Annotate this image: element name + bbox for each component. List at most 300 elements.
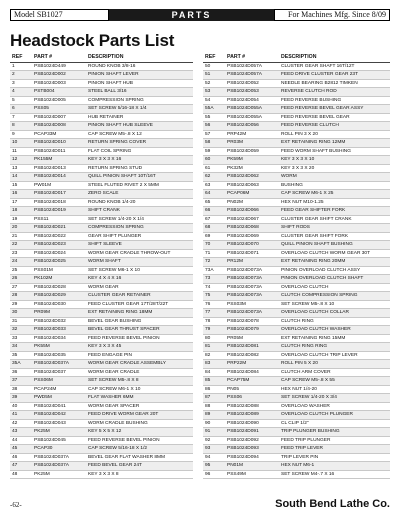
part-number-cell: PK59M [225, 156, 279, 165]
table-row [203, 113, 390, 122]
description-cell: SET SCREW 5/16-18 X 1/4 [86, 105, 193, 114]
table-row [10, 198, 193, 207]
description-cell: OVERLOAD CLUTCH COLLAR [279, 309, 390, 318]
table-row [10, 275, 193, 284]
ref-cell: 77 [203, 309, 225, 318]
table-row [10, 470, 193, 479]
ref-cell: 81 [203, 343, 225, 352]
table-row [203, 71, 390, 80]
table-row [10, 62, 193, 71]
part-number-cell: PRP42M [225, 130, 279, 139]
description-cell: OVERLOAD CLUTCH WORM GEAR 30T [279, 249, 390, 258]
ref-cell: 35 [10, 351, 32, 360]
table-row [203, 258, 390, 267]
table-row [203, 156, 390, 165]
table-row [203, 368, 390, 377]
part-number-cell: PSB1024D067 [225, 215, 279, 224]
description-cell: STEEL FLUTED RIVET 2 X 5MM [86, 181, 193, 190]
ref-cell: 7 [10, 113, 32, 122]
table-row [10, 207, 193, 216]
ref-cell: 56 [203, 122, 225, 131]
table-row [203, 62, 390, 71]
part-number-cell: PSB1024D062 [225, 173, 279, 182]
ref-cell: 13 [10, 164, 32, 173]
ref-cell: 83 [203, 360, 225, 369]
ref-cell: 96 [203, 470, 225, 479]
table-row [203, 428, 390, 437]
part-number-cell: PW01M [32, 181, 86, 190]
part-number-cell: PSB1024D032 [32, 317, 86, 326]
part-number-cell: PSB1024D055A [225, 105, 279, 114]
ref-cell: 42 [10, 419, 32, 428]
description-cell: STEEL BALL 3/16 [86, 88, 193, 97]
part-number-cell: PR09M [32, 309, 86, 318]
description-cell: KEY 3 X 3 X 8 [86, 470, 193, 479]
table-row [10, 402, 193, 411]
ref-cell: 67 [203, 215, 225, 224]
part-number-cell: PSB1024D054 [225, 96, 279, 105]
ref-cell: 36 [10, 368, 32, 377]
table-row [203, 173, 390, 182]
part-number-cell: PN02M [225, 198, 279, 207]
description-cell: WORM SHAFT [86, 258, 193, 267]
table-row [203, 300, 390, 309]
ref-cell: 84 [203, 368, 225, 377]
ref-cell: 22 [10, 241, 32, 250]
description-cell: CLUSTER GEAR RETAINER [86, 292, 193, 301]
description-cell: FEED DRIVE WORM GEAR 20T [86, 411, 193, 420]
table-row [10, 130, 193, 139]
part-number-cell: PSB1024D023 [32, 241, 86, 250]
part-number-cell: PSB1024D069 [225, 232, 279, 241]
part-number-cell: PSS03M [225, 300, 279, 309]
ref-cell: 70 [203, 241, 225, 250]
page-number: -62- [10, 501, 22, 509]
table-row [10, 317, 193, 326]
table-row [10, 309, 193, 318]
table-row [203, 470, 390, 479]
description-header: DESCRIPTION [279, 54, 390, 62]
table-row [203, 207, 390, 216]
ref-cell: 30 [10, 309, 32, 318]
part-number-cell: PSB1024D088 [225, 402, 279, 411]
description-cell: CAP SCREW M5-.8 X 12 [86, 130, 193, 139]
ref-cell: 72 [203, 258, 225, 267]
table-row [10, 173, 193, 182]
ref-cell: 35A [10, 360, 32, 369]
parts-table-right-body [203, 62, 390, 479]
part-number-cell: PCAP33M [32, 130, 86, 139]
part-number-cell: PSB1024D030 [32, 300, 86, 309]
description-cell: QUILL PINION SHAFT BUSHING [279, 241, 390, 250]
part-number-cell: PSB1024D053 [225, 88, 279, 97]
part-number-cell: PSB1024D024 [32, 249, 86, 258]
parts-table-left-body [10, 62, 193, 479]
table-row [203, 79, 390, 88]
description-cell: TRIP LEVER PIN [279, 453, 390, 462]
description-cell: CLUSTER GEAR SHIFT FORK [279, 232, 390, 241]
part-number-cell: PSB1024D045 [32, 436, 86, 445]
model-label: Model SB1027 [10, 9, 109, 21]
table-row [203, 453, 390, 462]
description-cell: FLAT COIL SPRING [86, 147, 193, 156]
part-number-cell: PSB1024D059 [225, 147, 279, 156]
part-number-cell: PSB1024D002 [32, 71, 86, 80]
ref-cell: 28 [10, 292, 32, 301]
table-row [10, 249, 193, 258]
table-row [203, 122, 390, 131]
ref-cell: 10 [10, 139, 32, 148]
ref-cell: 91 [203, 428, 225, 437]
table-row [10, 360, 193, 369]
brand-name: South Bend Lathe Co. [275, 498, 390, 510]
description-cell: HEX NUT M10-1.25 [279, 198, 390, 207]
table-row [203, 436, 390, 445]
table-row [203, 292, 390, 301]
ref-cell: 57 [203, 130, 225, 139]
part-number-cell: PWD5M [32, 394, 86, 403]
description-cell: WORM GEAR [86, 283, 193, 292]
ref-cell: 34 [10, 343, 32, 352]
description-cell: OVERLOAD WASHER [279, 402, 390, 411]
table-row [10, 258, 193, 267]
ref-cell: 93 [203, 445, 225, 454]
ref-cell: 4 [10, 88, 32, 97]
ref-cell: 58 [203, 139, 225, 148]
ref-cell: 21 [10, 232, 32, 241]
table-row [10, 266, 193, 275]
description-cell: KEY 4 X 4 X 16 [86, 275, 193, 284]
description-cell: WORM GEAR SPACER [86, 402, 193, 411]
ref-cell: 55A [203, 105, 225, 114]
table-row [203, 249, 390, 258]
part-number-cell: PSB1024D037 [32, 368, 86, 377]
description-cell: CLUSTER GEAR SHAFT 16T/12T [279, 62, 390, 71]
description-cell: TRIP PLUNGER BUSHING [279, 428, 390, 437]
description-cell: PINION SHAFT LEVER [86, 71, 193, 80]
part-number-cell: PSB1024D052 [225, 79, 279, 88]
description-cell: SET SCREW M4-.7 X 16 [279, 470, 390, 479]
table-row [10, 139, 193, 148]
ref-cell: 20 [10, 224, 32, 233]
ref-cell: 8 [10, 122, 32, 131]
description-cell: OVERLOAD CLUTCH TRIP LEVER [279, 351, 390, 360]
part-number-cell: PSB1024D057A [225, 71, 279, 80]
description-cell: CLUTCH COMPRESSION SPRING [279, 292, 390, 301]
part-header: PART # [32, 54, 86, 62]
description-cell: PINION OVERLOAD CLUTCH SHAFT [279, 275, 390, 284]
table-row [10, 351, 193, 360]
description-cell: EXT RETAINING RING 12MM [279, 139, 390, 148]
table-row [10, 122, 193, 131]
ref-cell: 23 [10, 249, 32, 258]
table-row [10, 164, 193, 173]
ref-cell: 32 [10, 326, 32, 335]
table-header-row [10, 54, 193, 62]
description-cell: OVERLOAD CLUTCH WASHER [279, 326, 390, 335]
table-row [10, 292, 193, 301]
part-number-cell: PSB1024D035 [32, 351, 86, 360]
table-row [10, 385, 193, 394]
description-cell: PINION SHAFT HUB [86, 79, 193, 88]
table-row [10, 96, 193, 105]
description-cell: ZERO SCALE [86, 190, 193, 199]
part-number-cell: PSB1024D084 [225, 368, 279, 377]
ref-cell: 60 [203, 156, 225, 165]
part-number-cell: PSB1024D021 [32, 224, 86, 233]
description-cell: QUILL PINION SHAFT 10T/16T [86, 173, 193, 182]
part-number-cell: PSB1024D056 [225, 122, 279, 131]
manufacture-date-label: For Machines Mfg. Since 8/09 [274, 9, 390, 21]
ref-header: REF [10, 54, 32, 62]
part-number-cell: PSB1024D093 [225, 445, 279, 454]
part-number-cell: PR03M [225, 139, 279, 148]
table-row [10, 181, 193, 190]
part-number-cell: PSB1024D017 [32, 190, 86, 199]
part-number-cell: PN01M [225, 462, 279, 471]
description-cell: BEVEL GEAR THRUST SPACER [86, 326, 193, 335]
description-cell: ROUND KNOB 3/8-16 [86, 62, 193, 71]
description-cell: KEY 3 X 3 X 45 [86, 343, 193, 352]
ref-cell: 18 [10, 207, 32, 216]
part-number-cell: PCAP30 [32, 445, 86, 454]
table-row [10, 462, 193, 471]
ref-cell: 59 [203, 147, 225, 156]
ref-cell: 78 [203, 317, 225, 326]
part-number-cell: PSB1024D089 [225, 411, 279, 420]
ref-cell: 94 [203, 453, 225, 462]
table-row [203, 394, 390, 403]
description-cell: FEED REVERSE BEVEL PINION [86, 436, 193, 445]
description-cell: COMPRESSION SPRING [86, 224, 193, 233]
part-number-cell: PSB1024D019 [32, 207, 86, 216]
description-cell: RETURN SPRING STUD [86, 164, 193, 173]
description-cell: SET SCREW 1/4-20 X 1/4 [86, 215, 193, 224]
ref-cell: 29 [10, 300, 32, 309]
description-cell: BEVEL GEAR BUSHING [86, 317, 193, 326]
part-header: PART # [225, 54, 279, 62]
description-cell: SET SCREW M5-.8 X 8 [86, 377, 193, 386]
table-row [203, 88, 390, 97]
description-cell: FEED REVERSE CLUTCH [279, 122, 390, 131]
ref-cell: 66 [203, 207, 225, 216]
part-number-cell: PSS06M [32, 377, 86, 386]
part-number-cell: PSB1024D008 [32, 122, 86, 131]
ref-cell: 65 [203, 198, 225, 207]
description-cell: KEY 3 X 3 X 16 [86, 156, 193, 165]
table-row [203, 462, 390, 471]
part-number-cell: PSS49M [225, 470, 279, 479]
ref-cell: 9 [10, 130, 32, 139]
part-number-cell: PSTB004 [32, 88, 86, 97]
description-cell: SET SCREW 1/4-20 X 3/4 [279, 394, 390, 403]
table-row [203, 266, 390, 275]
description-cell: COMPRESSION SPRING [86, 96, 193, 105]
description-cell: FEED CLUSTER GEAR 17T/28T/22T [86, 300, 193, 309]
table-row [10, 326, 193, 335]
ref-cell: 61 [203, 164, 225, 173]
section-title: PARTS [109, 9, 274, 21]
table-row [10, 79, 193, 88]
table-row [203, 283, 390, 292]
part-number-cell: PSB1024D063 [225, 181, 279, 190]
table-row [203, 334, 390, 343]
part-number-cell: PSB1024D005 [32, 96, 86, 105]
description-cell: HEX NUT M6-1 [279, 462, 390, 471]
ref-cell: 80 [203, 334, 225, 343]
ref-cell: 73 [203, 275, 225, 284]
ref-cell: 1 [10, 62, 32, 71]
ref-cell: 43 [10, 428, 32, 437]
description-cell: FEED GEAR SHIFTER FORK [279, 207, 390, 216]
part-number-cell: PSB1024D037A [32, 360, 86, 369]
ref-cell: 46 [10, 453, 32, 462]
parts-table-left [10, 54, 193, 479]
ref-cell: 73A [203, 266, 225, 275]
part-number-cell: PSB1024D022 [32, 232, 86, 241]
ref-cell: 3 [10, 79, 32, 88]
page-footer [10, 498, 390, 512]
description-cell: ROUND KNOB 1/4-20 [86, 198, 193, 207]
description-cell: FEED REVERSE BEVEL PINION [86, 334, 193, 343]
part-number-cell: PSB1024D003 [32, 79, 86, 88]
table-row [203, 343, 390, 352]
part-number-cell: PSB1024D092 [225, 436, 279, 445]
ref-cell: 39 [10, 394, 32, 403]
part-number-cell: PRP22M [225, 360, 279, 369]
ref-cell: 87 [203, 394, 225, 403]
table-row [10, 343, 193, 352]
description-cell: EXT RETAINING RING 20MM [279, 258, 390, 267]
description-cell: HEX NUT 1/4-20 [279, 385, 390, 394]
table-row [203, 351, 390, 360]
ref-cell: 52 [203, 79, 225, 88]
part-number-cell: PSB1024D037A [32, 462, 86, 471]
description-cell: SET SCREW M6-1 X 10 [86, 266, 193, 275]
ref-cell: 41 [10, 411, 32, 420]
table-row [203, 326, 390, 335]
ref-cell: 45 [10, 445, 32, 454]
description-cell: SET SCREW M5-.8 X 10 [279, 300, 390, 309]
ref-cell: 19 [10, 215, 32, 224]
table-row [203, 130, 390, 139]
table-row [10, 283, 193, 292]
description-cell: CAP SCREW M6-1 X 10 [86, 385, 193, 394]
ref-cell: 54 [203, 96, 225, 105]
ref-cell: 95 [203, 462, 225, 471]
table-row [10, 300, 193, 309]
part-number-cell: PSB1024D014 [32, 173, 86, 182]
part-number-cell: PR12M [225, 258, 279, 267]
table-row [203, 377, 390, 386]
description-cell: RETURN SPRING COVER [86, 139, 193, 148]
description-cell: FEED ENGAGE PIN [86, 351, 193, 360]
part-number-cell: PSB1024D034 [32, 334, 86, 343]
ref-cell: 16 [10, 190, 32, 199]
ref-cell: 50 [203, 62, 225, 71]
table-row [203, 181, 390, 190]
ref-cell: 51 [203, 71, 225, 80]
table-row [10, 215, 193, 224]
description-cell: EXT RETAINING RING 15MM [279, 334, 390, 343]
description-cell: BEVEL GEAR FLAT WASHER 8MM [86, 453, 193, 462]
part-number-cell: PSB1024D029 [32, 292, 86, 301]
ref-cell: 89 [203, 411, 225, 420]
description-cell: WORM GEAR CRADLE THROW-OUT [86, 249, 193, 258]
part-number-cell: PSB1024D073A [225, 283, 279, 292]
part-number-cell: PK155M [32, 156, 86, 165]
ref-cell: 6 [10, 105, 32, 114]
table-row [203, 232, 390, 241]
part-number-cell: PSB1024D010 [32, 139, 86, 148]
part-number-cell: PSB1024D057A [225, 62, 279, 71]
table-row [10, 445, 193, 454]
ref-cell: 40 [10, 402, 32, 411]
ref-cell: 88 [203, 402, 225, 411]
table-row [10, 232, 193, 241]
part-number-cell: PCAP75M [225, 377, 279, 386]
part-number-cell: PK55M [32, 343, 86, 352]
description-cell: FEED TRIP LEVER [279, 445, 390, 454]
part-number-cell: PSS06 [225, 394, 279, 403]
description-cell: NEEDLE BEARING B2812 TIMKEN [279, 79, 390, 88]
description-cell: ROLL PIN 3 X 20 [279, 130, 390, 139]
ref-cell: 53 [203, 88, 225, 97]
table-row [203, 275, 390, 284]
table-row [10, 156, 193, 165]
part-number-cell: PSS05 [32, 105, 86, 114]
table-header-row [203, 54, 390, 62]
ref-cell: 85 [203, 377, 225, 386]
ref-cell: 55 [203, 113, 225, 122]
description-cell: CLUSTER GEAR SHIFT CRANK [279, 215, 390, 224]
page-title: Headstock Parts List [10, 31, 175, 50]
part-number-cell: PSB1024D018 [32, 198, 86, 207]
ref-cell: 48 [10, 470, 32, 479]
ref-cell: 82 [203, 351, 225, 360]
description-cell: CLUTCH ARM COVER [279, 368, 390, 377]
part-number-cell: PSB1024D055A [225, 113, 279, 122]
part-number-cell: PSB1024D073A [225, 292, 279, 301]
part-number-cell: PSB1024D043 [32, 419, 86, 428]
description-cell: KEY 5 X 5 X 12 [86, 428, 193, 437]
table-row [203, 411, 390, 420]
description-cell: WORM CRADLE BUSHING [86, 419, 193, 428]
description-cell: CAP SCREW M6-1 X 25 [279, 190, 390, 199]
part-number-cell: PSB1024D449 [32, 62, 86, 71]
part-number-cell: PSB1024D037A [32, 453, 86, 462]
ref-cell: 24 [10, 258, 32, 267]
table-row [10, 190, 193, 199]
description-cell: SHIFT RODS [279, 224, 390, 233]
table-row [10, 147, 193, 156]
ref-cell: 69 [203, 232, 225, 241]
part-number-cell: PSB1024D007 [32, 113, 86, 122]
table-row [203, 402, 390, 411]
table-row [203, 190, 390, 199]
description-cell: HUB RETAINER [86, 113, 193, 122]
ref-cell: 90 [203, 419, 225, 428]
ref-header: REF [203, 54, 225, 62]
table-row [203, 224, 390, 233]
ref-cell: 44 [10, 436, 32, 445]
description-cell: CAP SCREW 5/16-18 X 1/2 [86, 445, 193, 454]
ref-cell: 15 [10, 181, 32, 190]
part-number-cell: PSB1024D033 [32, 326, 86, 335]
ref-cell: 79 [203, 326, 225, 335]
description-cell: KEY 3 X 3 X 20 [279, 164, 390, 173]
description-cell: WORM GEAR CRADLE ASSEMBLY [86, 360, 193, 369]
